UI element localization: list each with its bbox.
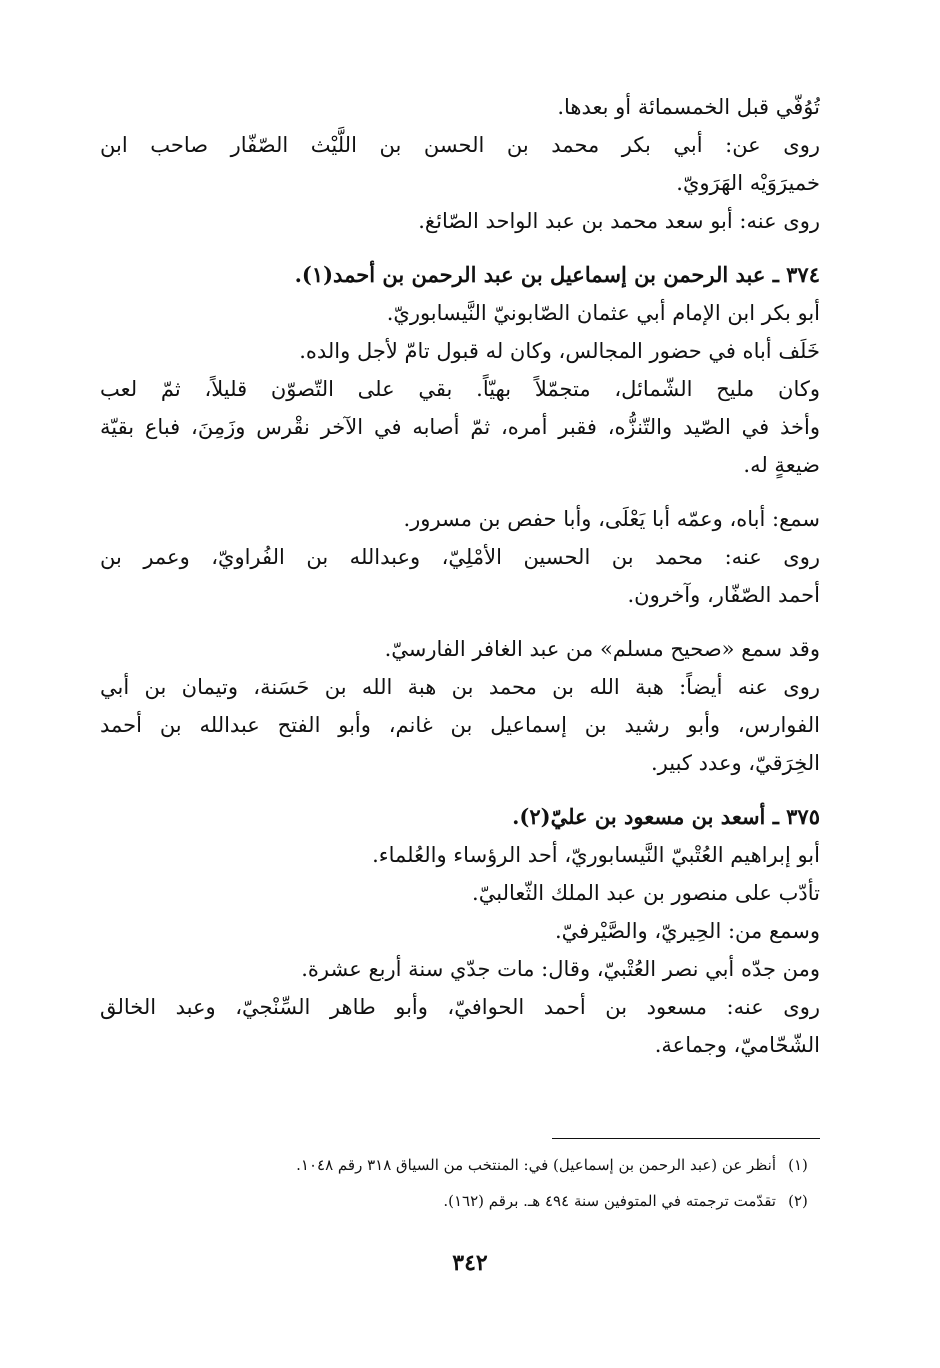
- text-line: تأدّب على منصور بن عبد الملك الثّعالبيّ.: [472, 881, 820, 905]
- text-line: وسمع من: الحِيريّ، والصَّيْرفيّ.: [554, 919, 820, 943]
- text-line: الفوارس، وأبو رشيد بن إسماعيل بن غانم، وأبو الفتح عبدالله بن أحمد: [100, 713, 820, 737]
- main-text: [100, 88, 820, 1064]
- page-number: ٣٤٢: [452, 1250, 488, 1276]
- text-line: أبو بكر ابن الإمام أبي عثمان الصّابونيّ النَّيسابوريّ.: [386, 301, 820, 325]
- text-line: ومن جدّه أبي نصر العُتْبيّ، وقال: مات جدّي سنة أربع عشرة.: [301, 957, 820, 981]
- text-line: روى عنه أيضاً: هبة الله بن محمد بن هبة الله بن حَسَنة، وتيمان بن أبي: [100, 675, 820, 699]
- footnote-number: (٢): [788, 1192, 808, 1210]
- text-line: الخِرَقيّ، وعدد كبير.: [650, 751, 820, 775]
- text-line: وأخذ في الصّيد والتّنزُّه، فقبر أمره، ثمّ أصابه في الآخر نقْرس وزَمِنَ، فباع بقيّة: [100, 415, 820, 439]
- text-line: ضيعةٍ له.: [743, 453, 820, 477]
- entry-title: ٣٧٥ ـ أسعد بن مسعود بن عليّ(٢).: [512, 804, 820, 829]
- entry-title: ٣٧٤ ـ عبد الرحمن بن إسماعيل بن عبد الرحمن بن أحمد(١).: [294, 262, 820, 287]
- text-line: أحمد الصّفّار، وآخرون.: [627, 583, 820, 607]
- text-line: الشّحّاميّ، وجماعة.: [654, 1033, 820, 1057]
- text-line: وكان مليح الشّمائل، متجمّلاً بهيّاً. بقي على التّصوّن قليلاً، ثمّ لعب: [100, 377, 820, 401]
- text-line: خَلَف أباه في حضور المجالس، وكان له قبول تامّ لأجل والده.: [299, 339, 820, 363]
- text-line: سمع: أباه، وعمّه أبا يَعْلَى، وأبا حفص بن مسرور.: [403, 507, 820, 531]
- footnote-2: [443, 1188, 820, 1214]
- text-line: روى عن: أبي بكر محمد بن الحسن بن اللَّيْث الصّفّار صاحب ابن: [100, 133, 820, 157]
- text-line: روى عنه: محمد بن الحسين الأمْلِيّ، وعبدالله بن الفُراويّ، وعمر بن: [100, 545, 820, 569]
- text-line: روى عنه: مسعود بن أحمد الحوافيّ، وأبو طاهر السِّنْجيّ، وعبد الخالق: [100, 995, 820, 1019]
- text-line: أبو إبراهيم العُتْبيّ النَّيسابوريّ، أحد الرؤساء والعُلماء.: [372, 843, 820, 867]
- footnote-number: (١): [788, 1156, 808, 1174]
- text-line: وقد سمع «صحيح مسلم» من عبد الغافر الفارسيّ.: [384, 637, 820, 661]
- text-line: تُوُفّي قبل الخمسمائة أو بعدها.: [557, 95, 820, 119]
- text-line: خميرَوَيْه الهَرَويّ.: [676, 171, 820, 195]
- footnote-1: [296, 1152, 820, 1178]
- footnote-divider: [552, 1138, 820, 1139]
- footnote-text: أنظر عن (عبد الرحمن بن إسماعيل) في: المنتخب من السياق ٣١٨ رقم ١٠٤٨.: [296, 1156, 776, 1174]
- text-line: روى عنه: أبو سعد محمد بن عبد الواحد الصّائغ.: [418, 209, 820, 233]
- footnote-text: تقدّمت ترجمته في المتوفين سنة ٤٩٤ هـ. برقم (١٦٢).: [443, 1192, 776, 1210]
